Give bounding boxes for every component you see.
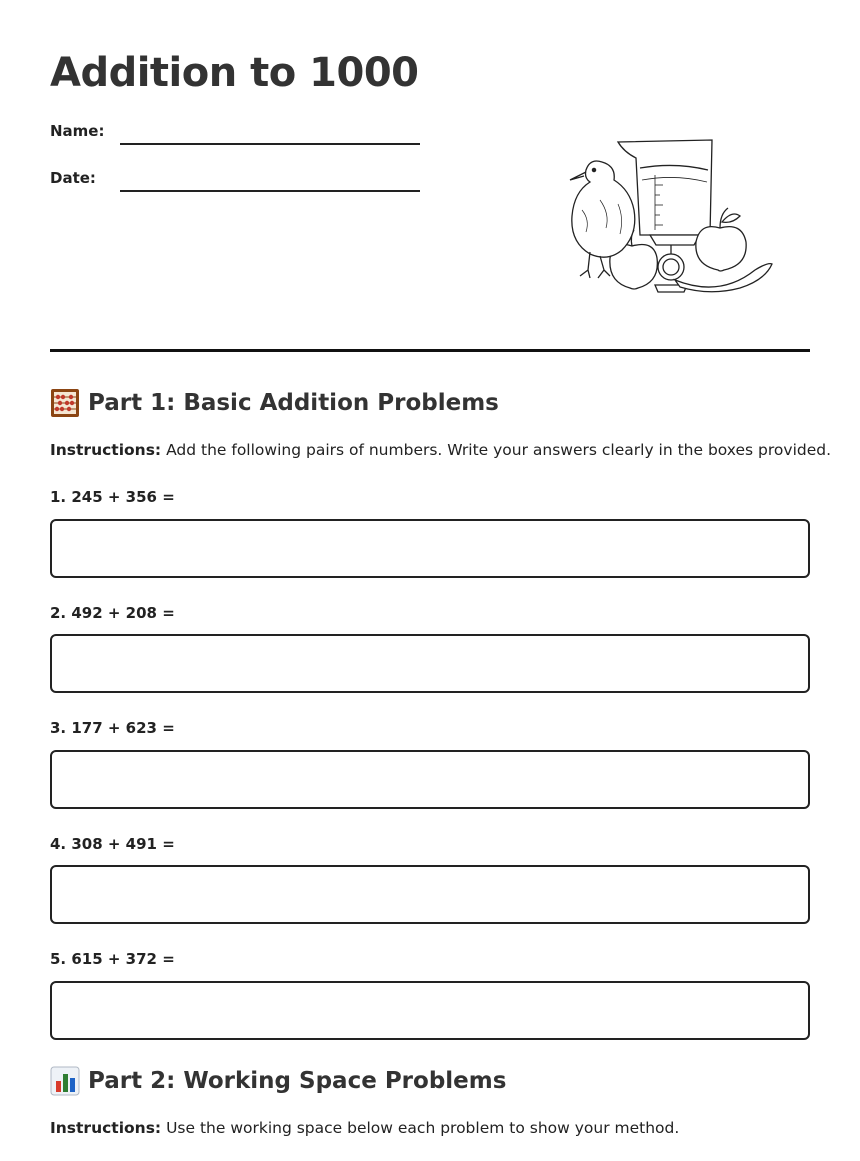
part1-instructions-text: Add the following pairs of numbers. Write your answers clearly in the boxes provided. [161, 441, 832, 459]
kiwi-jug-fruit-illustration [560, 130, 780, 300]
abacus-icon [50, 388, 80, 418]
date-field[interactable] [120, 190, 420, 192]
problem-2-label: 2. 492 + 208 = [50, 604, 175, 622]
answer-box-5[interactable] [50, 981, 810, 1040]
answer-box-1[interactable] [50, 519, 810, 578]
problem-3-label: 3. 177 + 623 = [50, 719, 175, 737]
part1-instructions-label: Instructions: [50, 441, 162, 459]
bar-chart-icon [50, 1066, 80, 1096]
part2-instructions-text: Use the working space below each problem to show your method. [161, 1119, 680, 1137]
part2-heading-text: Part 2: Working Space Problems [88, 1068, 507, 1094]
date-label: Date: [50, 169, 96, 187]
answer-box-4[interactable] [50, 865, 810, 924]
problem-4-label: 4. 308 + 491 = [50, 835, 175, 853]
part2-instructions [50, 1119, 679, 1137]
part2-heading [50, 1066, 506, 1096]
part1-heading-text: Part 1: Basic Addition Problems [88, 390, 499, 416]
part2-instructions-label: Instructions: [50, 1119, 162, 1137]
answer-box-3[interactable] [50, 750, 810, 809]
name-label: Name: [50, 122, 105, 140]
worksheet-title: Addition to 1000 [50, 50, 419, 96]
problem-1-label: 1. 245 + 356 = [50, 488, 175, 506]
part1-instructions [50, 441, 831, 459]
name-field[interactable] [120, 143, 420, 145]
problem-5-label: 5. 615 + 372 = [50, 950, 175, 968]
answer-box-2[interactable] [50, 634, 810, 693]
header-divider [50, 349, 810, 352]
part1-heading [50, 388, 499, 418]
